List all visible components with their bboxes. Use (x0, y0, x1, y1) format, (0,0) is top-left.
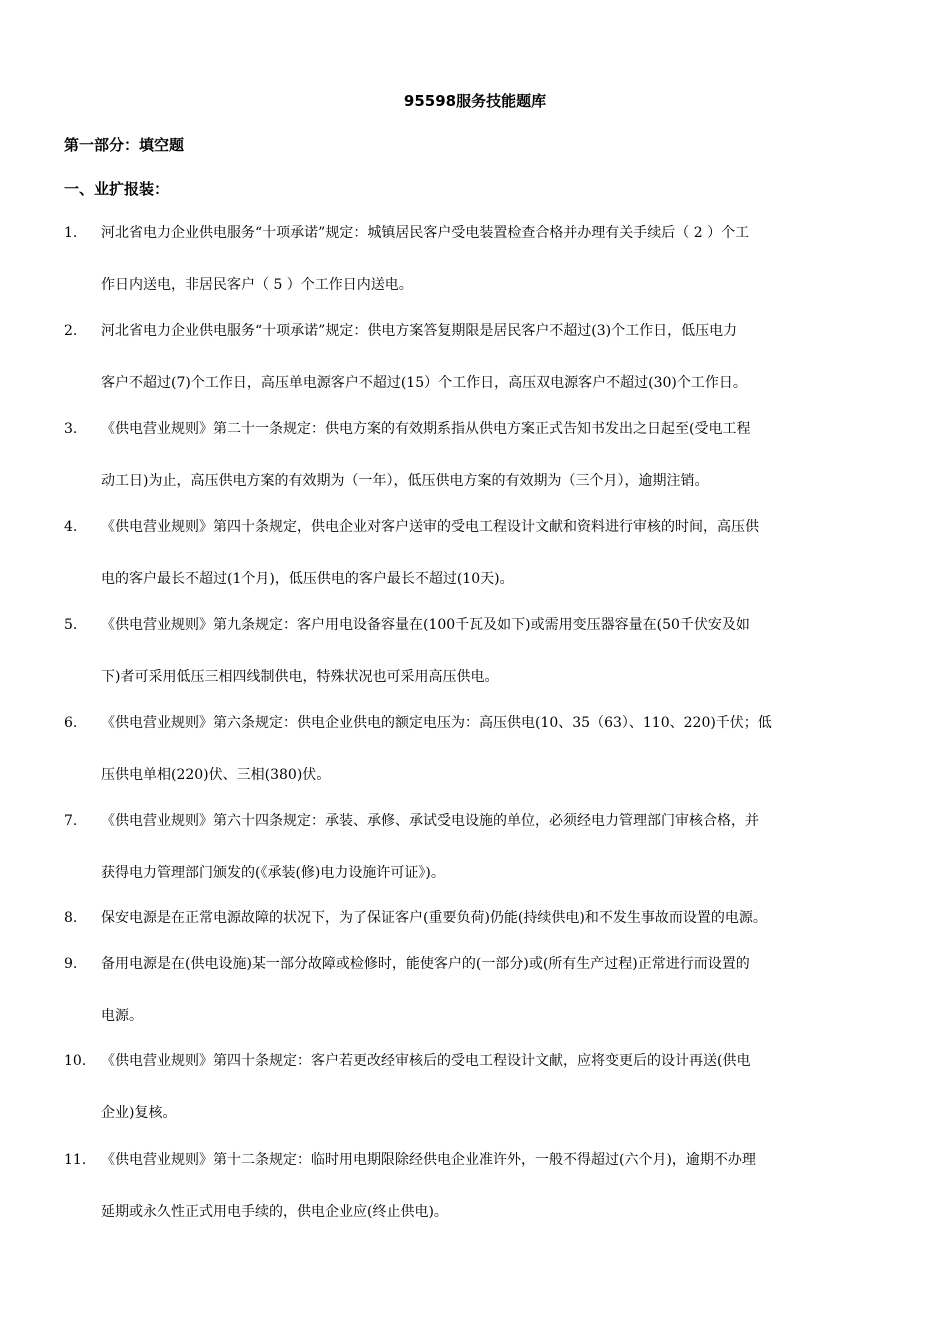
question-text-line: 河北省电力企业供电服务“十项承诺”规定：城镇居民客户受电装置检查合格并办理有关手续后（ 2 ）个工 (101, 225, 750, 241)
question-number: 9. (64, 956, 78, 972)
question-text-line: 动工日)为止，高压供电方案的有效期为（一年），低压供电方案的有效期为（三个月），逾期注销。 (101, 473, 709, 489)
question-number: 4. (64, 519, 78, 535)
question-text-line: 《供电营业规则》第九条规定：客户用电设备容量在(100千瓦及如下)或需用变压器容量在(50千伏安及如 (101, 617, 750, 633)
question-text-line: 《供电营业规则》第四十条规定，供电企业对客户送审的受电工程设计文献和资料进行审核的时间，高压供 (101, 519, 759, 535)
question-number: 2. (64, 323, 78, 339)
question-text-line: 企业)复核。 (101, 1105, 177, 1121)
question-number: 6. (64, 715, 78, 731)
question-text-line: 《供电营业规则》第二十一条规定：供电方案的有效期系指从供电方案正式告知书发出之日起至(受电工程 (101, 421, 751, 437)
question-number: 7. (64, 813, 78, 829)
question-text-line: 电的客户最长不超过(1个月)，低压供电的客户最长不超过(10天)。 (101, 571, 514, 587)
section-heading: 一、业扩报装： (64, 180, 170, 198)
question-text-line: 《供电营业规则》第四十条规定：客户若更改经审核后的受电工程设计文献，应将变更后的设计再送(供电 (101, 1053, 751, 1069)
question-number: 10. (64, 1053, 87, 1069)
question-text-line: 《供电营业规则》第六十四条规定：承装、承修、承试受电设施的单位，必须经电力管理部门审核合格，并 (101, 813, 759, 829)
question-number: 8. (64, 910, 78, 926)
question-text-line: 客户不超过(7)个工作日，高压单电源客户不超过(15）个工作日，高压双电源客户不超过(30)个工作日。 (101, 375, 747, 391)
part-heading: 第一部分：填空题 (64, 136, 185, 154)
question-text-line: 《供电营业规则》第六条规定：供电企业供电的额定电压为：高压供电(10、35（63）、110、220)千伏；低 (101, 715, 772, 731)
question-text-line: 压供电单相(220)伏、三相(380)伏。 (101, 767, 331, 783)
question-text-line: 作日内送电，非居民客户（ 5 ）个工作日内送电。 (101, 277, 413, 293)
question-text-line: 延期或永久性正式用电手续的，供电企业应(终止供电)。 (101, 1204, 448, 1220)
question-number: 5. (64, 617, 78, 633)
question-text-line: 备用电源是在(供电设施)某一部分故障或检修时，能使客户的(一部分)或(所有生产过程)正常进行而设置的 (101, 956, 750, 972)
document-title: 95598服务技能题库 (403, 92, 547, 110)
question-text-line: 获得电力管理部门颁发的(《承装(修)电力设施许可证》)。 (101, 865, 445, 881)
question-text-line: 《供电营业规则》第十二条规定：临时用电期限除经供电企业准许外，一般不得超过(六个月)，逾期不办理 (101, 1152, 756, 1168)
question-text-line: 下)者可采用低压三相四线制供电，特殊状况也可采用高压供电。 (101, 669, 499, 685)
question-text-line: 电源。 (101, 1008, 143, 1024)
question-number: 1. (64, 225, 78, 241)
question-number: 3. (64, 421, 78, 437)
question-text-line: 保安电源是在正常电源故障的状况下，为了保证客户(重要负荷)仍能(持续供电)和不发生事故而设置的电源。 (101, 910, 767, 926)
question-number: 11. (64, 1152, 87, 1168)
question-text-line: 河北省电力企业供电服务“十项承诺”规定：供电方案答复期限是居民客户不超过(3)个工作日，低压电力 (101, 323, 738, 339)
